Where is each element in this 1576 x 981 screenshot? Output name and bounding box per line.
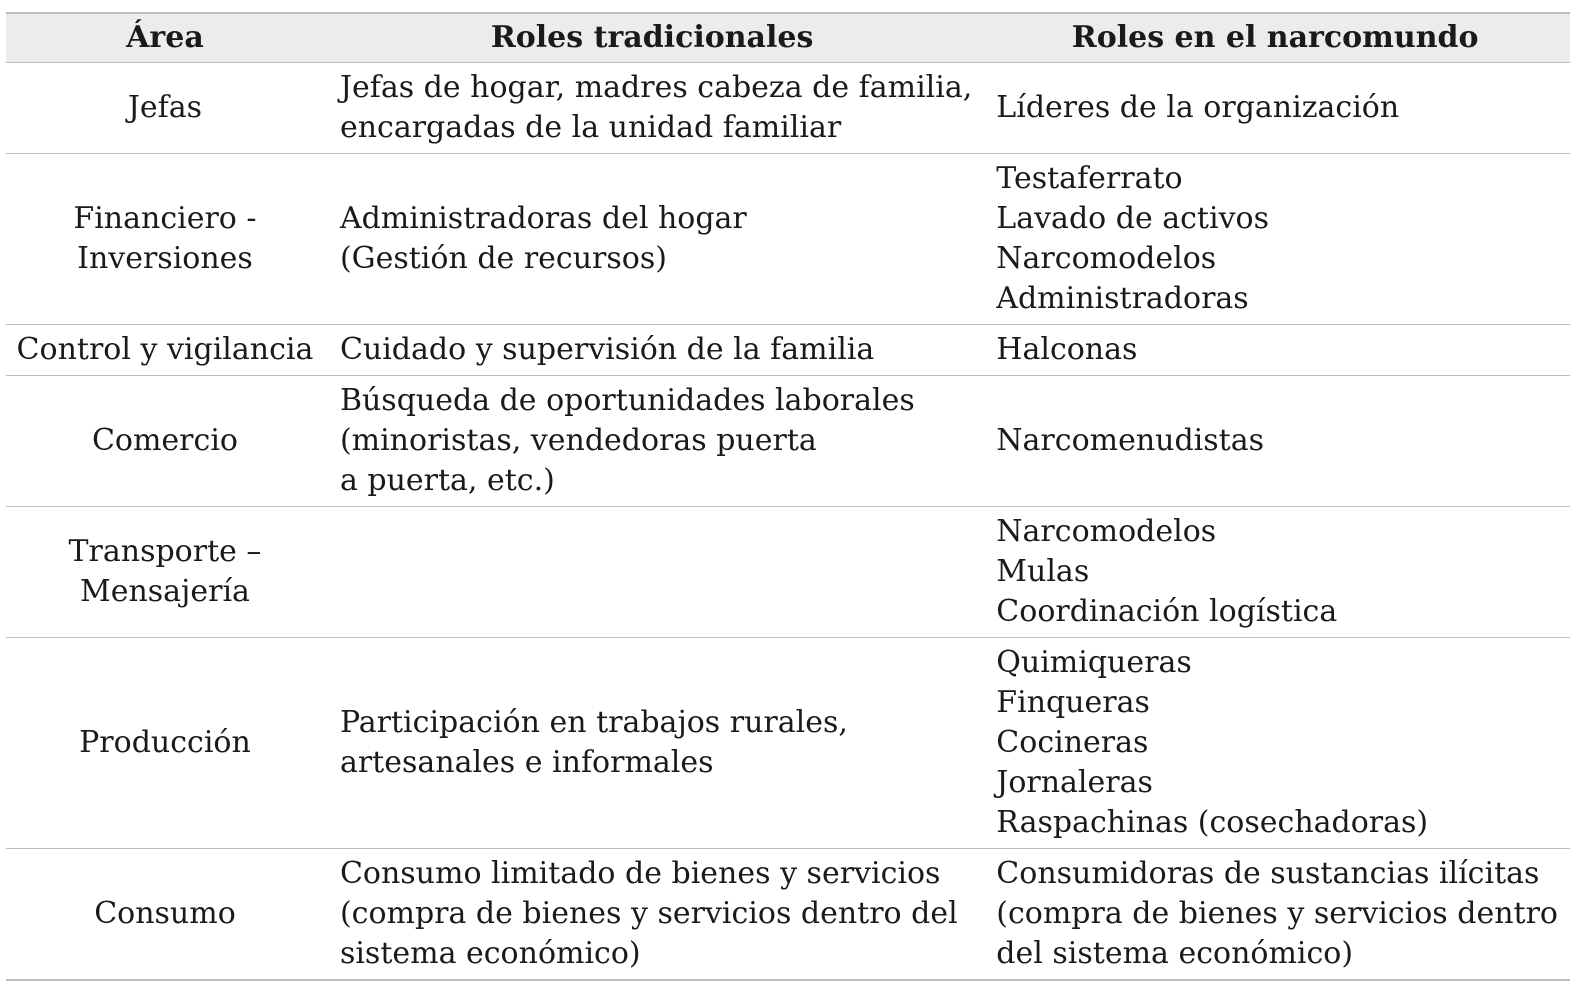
cell-line: Jefas de hogar, madres cabeza de familia, — [339, 70, 973, 105]
cell-line: Narcomodelos — [996, 241, 1217, 276]
header-traditional-roles: Roles tradicionales — [490, 20, 814, 55]
area-cell — [6, 507, 324, 638]
roles-table — [6, 12, 1570, 981]
area-cell — [6, 154, 324, 325]
cell-line: Mulas — [996, 554, 1090, 589]
cell-line: Financiero - — [73, 201, 257, 236]
cell-line: Lavado de activos — [996, 201, 1269, 236]
cell-line: Halconas — [996, 332, 1138, 367]
cell-line: (compra de bienes y servicios dentro del — [339, 896, 958, 931]
narco-roles-cell — [980, 849, 1570, 981]
cell-line: Coordinación logística — [996, 594, 1338, 629]
narco-roles-cell — [980, 325, 1570, 376]
cell-line: Líderes de la organización — [996, 90, 1400, 125]
cell-line: Control y vigilancia — [16, 332, 314, 367]
area-cell — [6, 325, 324, 376]
area-cell — [6, 849, 324, 981]
cell-line: Testaferrato — [996, 161, 1183, 196]
narco-roles-cell — [980, 376, 1570, 507]
cell-line: artesanales e informales — [339, 745, 714, 780]
area-cell — [6, 638, 324, 849]
table-row — [6, 154, 1570, 325]
cell-line: Inversiones — [77, 241, 253, 276]
traditional-roles-cell — [324, 849, 980, 981]
traditional-roles-cell — [324, 154, 980, 325]
cell-line: Comercio — [91, 423, 238, 458]
header-area: Área — [126, 20, 204, 55]
cell-line: Administradoras del hogar — [339, 201, 747, 236]
cell-line: Cuidado y supervisión de la familia — [339, 332, 875, 367]
traditional-roles-cell — [324, 325, 980, 376]
narco-roles-cell — [980, 507, 1570, 638]
traditional-roles-cell — [324, 376, 980, 507]
cell-line: Jornaleras — [996, 765, 1153, 800]
cell-line: (Gestión de recursos) — [339, 241, 667, 276]
cell-line: Participación en trabajos rurales, — [339, 705, 848, 740]
area-cell — [6, 376, 324, 507]
traditional-roles-cell — [324, 507, 980, 638]
narco-roles-cell — [980, 638, 1570, 849]
cell-line: Transporte – — [68, 534, 262, 569]
cell-line: Narcomenudistas — [996, 423, 1265, 458]
cell-line: Búsqueda de oportunidades laborales — [339, 383, 915, 418]
table-header-row — [6, 13, 1570, 63]
cell-line: Mensajería — [79, 574, 250, 609]
cell-line: sistema económico) — [339, 936, 641, 971]
cell-line: Consumo — [94, 896, 236, 931]
cell-line: (compra de bienes y servicios dentro — [996, 896, 1558, 931]
cell-line: (minoristas, vendedoras puerta — [339, 423, 817, 458]
area-cell — [6, 63, 324, 154]
cell-line: Administradoras — [996, 281, 1249, 316]
table-row — [6, 849, 1570, 981]
header-narco-roles: Roles en el narcomundo — [1071, 20, 1479, 55]
narco-roles-cell — [980, 63, 1570, 154]
table-row — [6, 63, 1570, 154]
table-row — [6, 376, 1570, 507]
cell-line: del sistema económico) — [996, 936, 1354, 971]
table-row — [6, 638, 1570, 849]
table-row — [6, 507, 1570, 638]
cell-line: Producción — [79, 725, 251, 760]
narco-roles-cell — [980, 154, 1570, 325]
cell-line: Cocineras — [996, 725, 1149, 760]
cell-line: Finqueras — [996, 685, 1150, 720]
traditional-roles-cell — [324, 63, 980, 154]
cell-line: encargadas de la unidad familiar — [339, 110, 842, 145]
cell-line: a puerta, etc.) — [339, 463, 555, 498]
table-body — [6, 63, 1570, 981]
cell-line: Consumidoras de sustancias ilícitas — [996, 856, 1540, 891]
cell-line: Narcomodelos — [996, 514, 1217, 549]
cell-line: Quimiqueras — [996, 645, 1192, 680]
cell-line: Raspachinas (cosechadoras) — [996, 805, 1429, 840]
traditional-roles-cell — [324, 638, 980, 849]
table-row — [6, 325, 1570, 376]
cell-line: Jefas — [127, 90, 203, 125]
cell-line: Consumo limitado de bienes y servicios — [339, 856, 941, 891]
